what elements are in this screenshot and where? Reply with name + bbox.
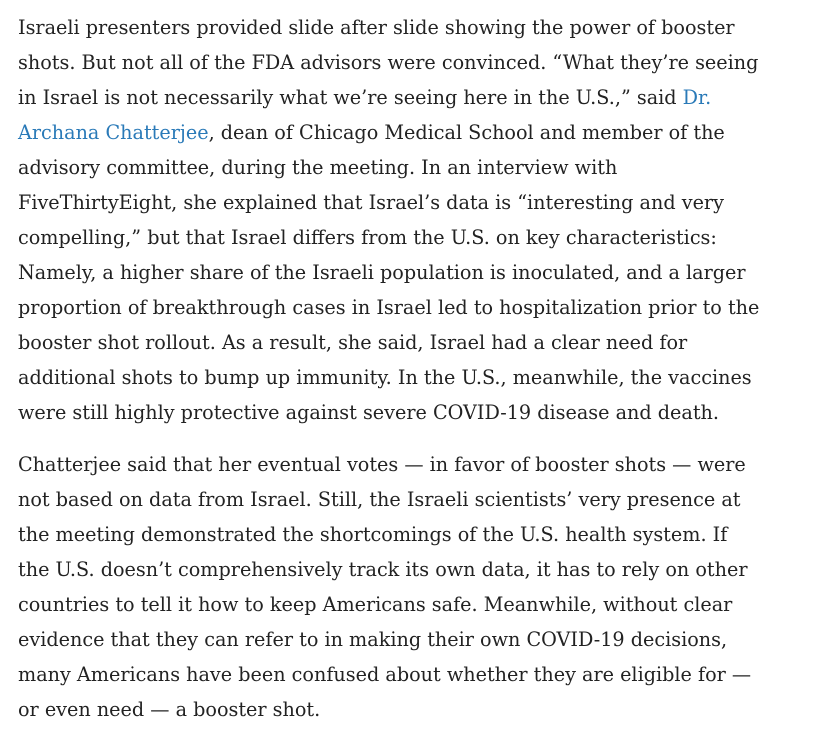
text-line: were still highly protective against severe COVID-19 disease and death. [18,401,720,424]
text-line: countries to tell it how to keep Americans safe. Meanwhile, without clear [18,593,733,616]
text-segment: in Israel is not necessarily what we’re seeing here in the U.S.,” said [18,86,683,109]
text-line: compelling,” but that Israel differs from the U.S. on key characteristics: [18,226,717,249]
text-segment: , dean of Chicago Medical School and member of the [208,121,725,144]
paragraph-1 [18,10,808,430]
text-line: additional shots to bump up immunity. In the U.S., meanwhile, the vaccines [18,366,752,389]
text-line: many Americans have been confused about whether they are eligible for — [18,663,752,686]
text-line: Chatterjee said that her eventual votes — in favor of booster shots — were [18,453,746,476]
text-line: FiveThirtyEight, she explained that Israel’s data is “interesting and very [18,191,724,214]
article-body [18,10,808,727]
text-line: or even need — a booster shot. [18,698,321,721]
text-line: advisory committee, during the meeting. In an interview with [18,156,618,179]
text-line [18,80,808,115]
text-line: evidence that they can refer to in making their own COVID-19 decisions, [18,628,728,651]
paragraph-2 [18,447,808,727]
text-line: shots. But not all of the FDA advisors were convinced. “What they’re seeing [18,51,759,74]
text-line: booster shot rollout. As a result, she said, Israel had a clear need for [18,331,688,354]
text-line: the U.S. doesn’t comprehensively track its own data, it has to rely on other [18,558,748,581]
text-line: not based on data from Israel. Still, the Israeli scientists’ very presence at [18,488,741,511]
text-line: Israeli presenters provided slide after slide showing the power of booster [18,16,735,39]
chatterjee-link-part-1[interactable]: Dr. [682,86,712,109]
text-line: Namely, a higher share of the Israeli population is inoculated, and a larger [18,261,746,284]
text-line [18,115,808,150]
text-line: the meeting demonstrated the shortcomings of the U.S. health system. If [18,523,728,546]
chatterjee-link-part-2[interactable]: Archana Chatterjee [18,121,209,144]
text-line: proportion of breakthrough cases in Israel led to hospitalization prior to the [18,296,760,319]
